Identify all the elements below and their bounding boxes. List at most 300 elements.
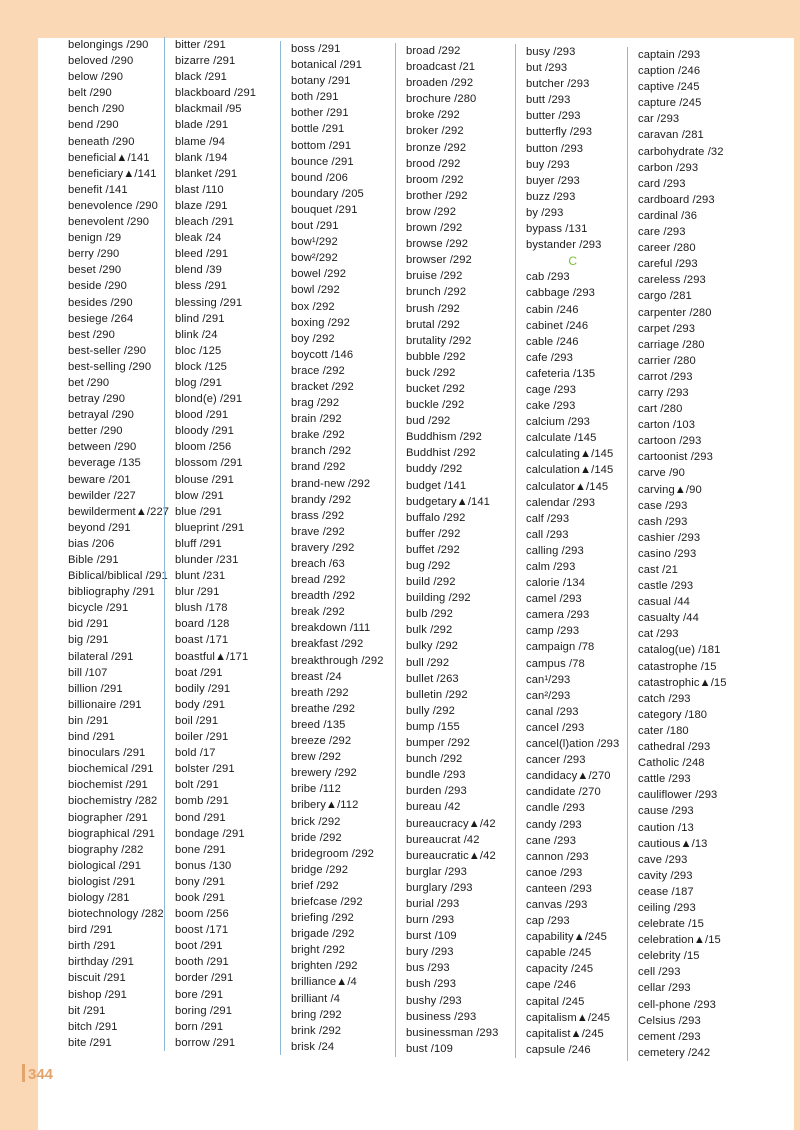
index-entry: carrier /280: [638, 354, 696, 367]
index-entry: butterfly /293: [526, 126, 593, 139]
index-entry: below /290: [68, 71, 124, 84]
index-entry: celebrate /15: [638, 918, 704, 931]
index-entry: bid /291: [68, 618, 109, 631]
index-entry: cast /21: [638, 564, 678, 576]
index-entry: boycott /146: [291, 348, 354, 361]
index-entry: bureaucrat /42: [406, 833, 480, 846]
index-entry: calculation▲/145: [526, 464, 614, 477]
index-entry: carbon /293: [638, 161, 699, 174]
index-entry: blessing /291: [175, 296, 243, 309]
index-entry: bureau /42: [406, 801, 461, 814]
index-entry: carton /103: [638, 419, 696, 432]
index-entry: betray /290: [68, 393, 126, 406]
index-entry: belt /290: [68, 87, 112, 100]
index-entry: bull /292: [406, 656, 450, 669]
index-entry: boom /256: [175, 908, 229, 921]
index-entry: breath /292: [291, 686, 349, 699]
index-entry: cannon /293: [526, 850, 589, 863]
index-entry: bill /107: [68, 666, 108, 679]
index-entry: belongings /290: [68, 39, 149, 51]
index-entry: bunch /292: [406, 753, 463, 766]
index-entry: board /128: [175, 618, 230, 631]
index-entry: bone /291: [175, 843, 226, 856]
index-entry: blackmail /95: [175, 103, 242, 116]
index-entry: buddy /292: [406, 463, 463, 476]
index-entry: bottom /291: [291, 139, 352, 152]
index-entry: berry /290: [68, 248, 120, 261]
index-entry: cartoonist /293: [638, 451, 713, 464]
index-entry: best-seller /290: [68, 344, 147, 357]
index-entry: carving▲/90: [638, 483, 702, 496]
index-entry: butcher /293: [526, 78, 590, 91]
index-entry: button /293: [526, 142, 584, 155]
index-entry: bruise /292: [406, 270, 463, 283]
index-entry: captain /293: [638, 49, 701, 61]
index-entry: buffalo /292: [406, 511, 466, 524]
index-entry: benefit /141: [68, 183, 128, 196]
index-entry: breed /135: [291, 718, 346, 731]
index-entry: camera /293: [526, 609, 590, 622]
index-entry: bulky /292: [406, 640, 458, 653]
index-entry: bump /155: [406, 720, 460, 733]
index-entry: brochure /280: [406, 93, 477, 106]
index-entry: cable /246: [526, 335, 579, 348]
index-entry: blast /110: [175, 183, 224, 196]
index-entry: blank /194: [175, 151, 228, 164]
index-entry: bloom /256: [175, 441, 232, 454]
index-entry: buffet /292: [406, 543, 460, 556]
index-entry: burglary /293: [406, 881, 473, 894]
index-entry: cabin /246: [526, 303, 579, 316]
index-entry: brandy /292: [291, 493, 352, 506]
index-entry: boxing /292: [291, 316, 350, 329]
index-entry: capsule /246: [526, 1043, 591, 1056]
index-entry: biography /282: [68, 843, 144, 856]
index-entry: biscuit /291: [68, 972, 126, 985]
index-entry: build /292: [406, 576, 456, 589]
index-entry: catch /293: [638, 692, 691, 705]
index-entry: carriage /280: [638, 338, 705, 351]
index-entry: buck /292: [406, 366, 456, 379]
index-entry: capitalism▲/245: [526, 1011, 611, 1024]
index-entry: bleed /291: [175, 248, 229, 261]
index-entry: bowl /292: [291, 284, 340, 297]
index-entry: bureaucratic▲/42: [406, 849, 496, 862]
index-entry: butt /293: [526, 94, 571, 107]
index-entry: cease /187: [638, 885, 694, 898]
index-entry: blue /291: [175, 505, 222, 518]
index-entry: cauliflower /293: [638, 789, 718, 802]
index-entry: bounce /291: [291, 155, 354, 168]
index-entry: cautious▲/13: [638, 837, 708, 850]
index-entry: brink /292: [291, 1024, 342, 1037]
index-entry: bitch /291: [68, 1020, 118, 1033]
index-entry: brake /292: [291, 429, 345, 442]
index-entry: breadth /292: [291, 590, 356, 603]
index-entry: bewilderment▲/227: [68, 505, 170, 518]
index-entry: celebration▲/15: [638, 934, 721, 947]
index-entry: bullet /263: [406, 672, 459, 685]
index-entry: bound /206: [291, 171, 348, 184]
index-entry: camp /293: [526, 625, 580, 638]
index-entry: blur /291: [175, 586, 220, 599]
index-entry: beneficial▲/141: [68, 151, 150, 164]
index-entry: black /291: [175, 71, 227, 84]
index-entry: buyer /293: [526, 174, 580, 187]
page-number: [22, 1064, 53, 1083]
index-entry: bridegroom /292: [291, 847, 374, 860]
index-entry: biotechnology /282: [68, 908, 164, 921]
index-entry: best /290: [68, 328, 115, 341]
index-entry: bribery▲/112: [291, 799, 359, 812]
index-entry: boast /171: [175, 634, 229, 647]
index-entry: care /293: [638, 226, 686, 239]
index-entry: bushy /293: [406, 994, 462, 1007]
index-entry: bright /292: [291, 944, 345, 957]
index-entry: campaign /78: [526, 641, 595, 654]
index-entry: cavity /293: [638, 869, 693, 882]
index-entry: brilliant /4: [291, 992, 341, 1005]
index-entry: cane /293: [526, 834, 577, 847]
index-entry: catastrophic▲/15: [638, 676, 727, 689]
index-entry: bless /291: [175, 280, 227, 293]
index-entry: brave /292: [291, 525, 345, 538]
index-entry: business /293: [406, 1010, 477, 1023]
index-entry: bonus /130: [175, 859, 232, 872]
index-entry: blend /39: [175, 264, 222, 277]
page-number-bar: [22, 1064, 25, 1082]
index-entry: bring /292: [291, 1008, 342, 1021]
index-entry: benevolence /290: [68, 199, 158, 212]
index-entry: brand-new /292: [291, 477, 371, 490]
index-entry: biographical /291: [68, 827, 155, 840]
index-entry: candy /293: [526, 818, 582, 831]
index-entry: bodily /291: [175, 682, 231, 695]
index-entry: carpet /293: [638, 322, 696, 335]
index-entry: brigade /292: [291, 928, 355, 941]
index-entry: call /293: [526, 528, 569, 541]
index-entry: brutal /292: [406, 318, 460, 331]
index-entry: calculating▲/145: [526, 448, 614, 461]
index-entry: calcium /293: [526, 416, 591, 429]
index-entry: brother /292: [406, 189, 468, 202]
index-entry: bitter /291: [175, 39, 226, 51]
index-entry: capable /245: [526, 947, 592, 960]
index-entry: casualty /44: [638, 612, 699, 625]
index-entry: carry /293: [638, 386, 689, 399]
index-entry: biochemist /291: [68, 779, 148, 792]
index-entry: cattle /293: [638, 773, 691, 786]
index-entry: brush /292: [406, 302, 460, 315]
index-entry: booth /291: [175, 956, 229, 969]
index-column-6: [627, 47, 727, 1061]
index-entry: born /291: [175, 1020, 224, 1033]
index-entry: bust /109: [406, 1042, 453, 1055]
index-entry: cape /246: [526, 979, 577, 992]
index-entry: benevolent /290: [68, 216, 150, 229]
index-entry: budgetary▲/141: [406, 495, 491, 508]
index-entry: cellar /293: [638, 982, 691, 995]
index-entry: bony /291: [175, 875, 226, 888]
index-entry: boy /292: [291, 332, 335, 345]
index-entry: bend /290: [68, 119, 119, 132]
index-entry: busy /293: [526, 46, 576, 58]
index-entry: canal /293: [526, 705, 579, 718]
index-entry: bully /292: [406, 704, 455, 717]
index-column-2: [164, 37, 256, 1051]
index-entry: blood /291: [175, 409, 229, 422]
index-entry: cause /293: [638, 805, 694, 818]
index-entry: biographer /291: [68, 811, 148, 824]
index-entry: canoe /293: [526, 866, 583, 879]
index-entry: bulb /292: [406, 608, 453, 621]
index-entry: cancel /293: [526, 721, 585, 734]
index-entry: brutality /292: [406, 334, 472, 347]
index-entry: block /125: [175, 360, 227, 373]
index-entry: boss /291: [291, 43, 341, 55]
index-entry: cartoon /293: [638, 435, 702, 448]
index-entry: can¹/293: [526, 673, 571, 686]
index-entry: bronze /292: [406, 141, 467, 154]
index-entry: brood /292: [406, 157, 461, 170]
index-entry: broaden /292: [406, 77, 474, 90]
index-entry: boastful▲/171: [175, 650, 249, 663]
index-entry: brass /292: [291, 509, 345, 522]
index-entry: bluff /291: [175, 537, 222, 550]
index-entry: carbohydrate /32: [638, 145, 724, 158]
index-entry: category /180: [638, 708, 708, 721]
index-entry: burial /293: [406, 897, 460, 910]
index-entry: bow¹/292: [291, 236, 338, 249]
index-entry: casual /44: [638, 596, 690, 609]
index-entry: box /292: [291, 300, 335, 313]
index-entry: casino /293: [638, 547, 697, 560]
index-entry: best-selling /290: [68, 360, 152, 373]
index-entry: bouquet /291: [291, 203, 358, 216]
index-entry: bias /206: [68, 537, 115, 550]
index-entry: calling /293: [526, 544, 584, 557]
index-entry: blouse /291: [175, 473, 234, 486]
index-entry: broke /292: [406, 109, 460, 122]
index-entry: buffer /292: [406, 527, 461, 540]
index-entry: bread /292: [291, 574, 346, 587]
index-entry: candidacy▲/270: [526, 770, 611, 783]
index-entry: cake /293: [526, 400, 576, 413]
index-entry: breeze /292: [291, 735, 352, 748]
index-entry: caravan /281: [638, 129, 704, 142]
index-entry: brunch /292: [406, 286, 467, 299]
index-entry: Buddhist /292: [406, 447, 476, 460]
index-entry: boost /171: [175, 924, 229, 937]
index-entry: brew /292: [291, 751, 342, 764]
index-entry: birth /291: [68, 940, 116, 953]
index-entry: beside /290: [68, 280, 127, 293]
index-entry: careful /293: [638, 258, 698, 271]
index-entry: bird /291: [68, 924, 113, 937]
index-entry: brick /292: [291, 815, 341, 828]
index-entry: borrow /291: [175, 1036, 236, 1049]
index-entry: Catholic /248: [638, 757, 705, 770]
index-entry: cell-phone /293: [638, 998, 717, 1011]
index-entry: cardboard /293: [638, 193, 715, 206]
index-column-5: [515, 44, 619, 1058]
index-entry: bury /293: [406, 946, 454, 959]
index-entry: cab /293: [526, 271, 570, 284]
index-entry: blog /291: [175, 376, 222, 389]
index-entry: bottle /291: [291, 123, 345, 136]
index-entry: careless /293: [638, 274, 706, 287]
index-entry: bomb /291: [175, 795, 229, 808]
index-entry: carve /90: [638, 467, 685, 480]
index-entry: briefing /292: [291, 912, 354, 925]
index-entry: bleak /24: [175, 232, 222, 245]
index-entry: binoculars /291: [68, 747, 146, 760]
index-entry: carrot /293: [638, 370, 693, 383]
index-entry: candidate /270: [526, 786, 601, 799]
index-entry: boot /291: [175, 940, 223, 953]
index-entry: buzz /293: [526, 190, 576, 203]
index-entry: buckle /292: [406, 399, 465, 412]
index-entry: broker /292: [406, 125, 464, 138]
index-entry: between /290: [68, 441, 137, 454]
index-entry: better /290: [68, 425, 123, 438]
index-entry: broom /292: [406, 173, 464, 186]
index-entry: billionaire /291: [68, 698, 142, 711]
index-entry: bind /291: [68, 731, 115, 744]
index-entry: biologist /291: [68, 875, 136, 888]
index-entry: Buddhism /292: [406, 431, 482, 444]
index-entry: beset /290: [68, 264, 122, 277]
index-entry: bibliography /291: [68, 586, 155, 599]
index-entry: bloc /125: [175, 344, 222, 357]
index-entry: boil /291: [175, 714, 219, 727]
index-entry: blueprint /291: [175, 521, 245, 534]
index-entry: betrayal /290: [68, 409, 134, 422]
index-entry: botanical /291: [291, 59, 363, 72]
index-entry: castle /293: [638, 580, 694, 593]
index-entry: break /292: [291, 606, 345, 619]
index-entry: cafe /293: [526, 351, 573, 364]
index-entry: blink /24: [175, 328, 218, 341]
index-entry: bench /290: [68, 103, 125, 116]
index-entry: cabinet /246: [526, 319, 589, 332]
index-entry: bureaucracy▲/42: [406, 817, 496, 830]
index-entry: breakthrough /292: [291, 654, 384, 667]
index-entry: bet /290: [68, 376, 110, 389]
index-entry: blame /94: [175, 135, 226, 148]
letter-heading: C: [568, 254, 577, 269]
index-entry: bubble /292: [406, 350, 466, 363]
index-entry: bumper /292: [406, 737, 470, 750]
index-entry: bore /291: [175, 988, 224, 1001]
index-entry: blunt /231: [175, 570, 226, 583]
index-entry: beneficiary▲/141: [68, 167, 157, 180]
index-entry: brilliance▲/4: [291, 976, 357, 989]
index-entry: bucket /292: [406, 382, 465, 395]
index-entry: blanket /291: [175, 167, 238, 180]
index-entry: benign /29: [68, 232, 122, 245]
index-entry: broad /292: [406, 45, 461, 57]
index-entry: breathe /292: [291, 702, 356, 715]
index-entry: border /291: [175, 972, 234, 985]
index-entry: calculate /145: [526, 432, 597, 445]
index-entry: bug /292: [406, 560, 451, 572]
index-entry: burst /109: [406, 930, 457, 943]
index-entry: capture /245: [638, 97, 702, 110]
index-entry: career /280: [638, 242, 696, 255]
index-entry: bride /292: [291, 831, 342, 844]
index-entry: captive /245: [638, 81, 700, 94]
index-entry: catalog(ue) /181: [638, 644, 721, 657]
index-entry: calf /293: [526, 512, 570, 525]
index-entry: boring /291: [175, 1004, 233, 1017]
index-entry: bout /291: [291, 220, 339, 233]
index-entry: biochemical /291: [68, 763, 154, 776]
index-entry: burglar /293: [406, 865, 467, 878]
index-entry: brown /292: [406, 222, 463, 235]
index-entry: billion /291: [68, 682, 123, 695]
index-entry: briefcase /292: [291, 895, 363, 908]
index-entry: breach /63: [291, 558, 345, 570]
index-entry: calm /293: [526, 561, 576, 573]
index-entry: canteen /293: [526, 882, 592, 895]
index-entry: Bible /291: [68, 554, 119, 566]
index-entry: campus /78: [526, 657, 585, 670]
index-entry: calendar /293: [526, 496, 596, 509]
index-entry: cart /280: [638, 403, 683, 416]
index-entry: blunder /231: [175, 554, 239, 566]
index-entry: blackboard /291: [175, 87, 257, 100]
index-entry: carpenter /280: [638, 306, 712, 319]
index-entry: Celsius /293: [638, 1014, 701, 1027]
index-entry: brief /292: [291, 879, 339, 892]
index-entry: besiege /264: [68, 312, 134, 325]
index-entry: bracket /292: [291, 380, 354, 393]
index-column-3: [280, 41, 384, 1055]
index-entry: brow /292: [406, 205, 457, 218]
index-entry: cabbage /293: [526, 287, 596, 300]
index-entry: celebrity /15: [638, 950, 700, 963]
index-entry: bush /293: [406, 978, 457, 991]
index-entry: cancer /293: [526, 754, 586, 767]
index-entry: boundary /205: [291, 187, 364, 200]
index-entry: bribe /112: [291, 783, 341, 796]
index-column-1: [58, 37, 169, 1051]
index-entry: brag /292: [291, 397, 340, 410]
index-entry: biochemistry /282: [68, 795, 158, 808]
index-entry: bishop /291: [68, 988, 127, 1001]
index-entry: breakdown /111: [291, 622, 371, 635]
index-entry: caution /13: [638, 821, 694, 834]
index-entry: building /292: [406, 592, 471, 605]
index-entry: bystander /293: [526, 239, 602, 252]
index-entry: blaze /291: [175, 199, 228, 212]
index-entry: capital /245: [526, 995, 585, 1008]
index-entry: cage /293: [526, 383, 577, 396]
index-entry: bloody /291: [175, 425, 234, 438]
index-entry: cap /293: [526, 915, 570, 928]
index-entry: bus /293: [406, 962, 450, 975]
index-entry: cargo /281: [638, 290, 692, 303]
index-entry: ceiling /293: [638, 901, 696, 914]
index-entry: blind /291: [175, 312, 225, 325]
index-entry: candle /293: [526, 802, 585, 815]
index-entry: blush /178: [175, 602, 228, 615]
index-entry: browser /292: [406, 254, 472, 267]
index-entry: cement /293: [638, 1030, 701, 1043]
index-entry: besides /290: [68, 296, 133, 309]
index-entry: brewery /292: [291, 767, 357, 780]
